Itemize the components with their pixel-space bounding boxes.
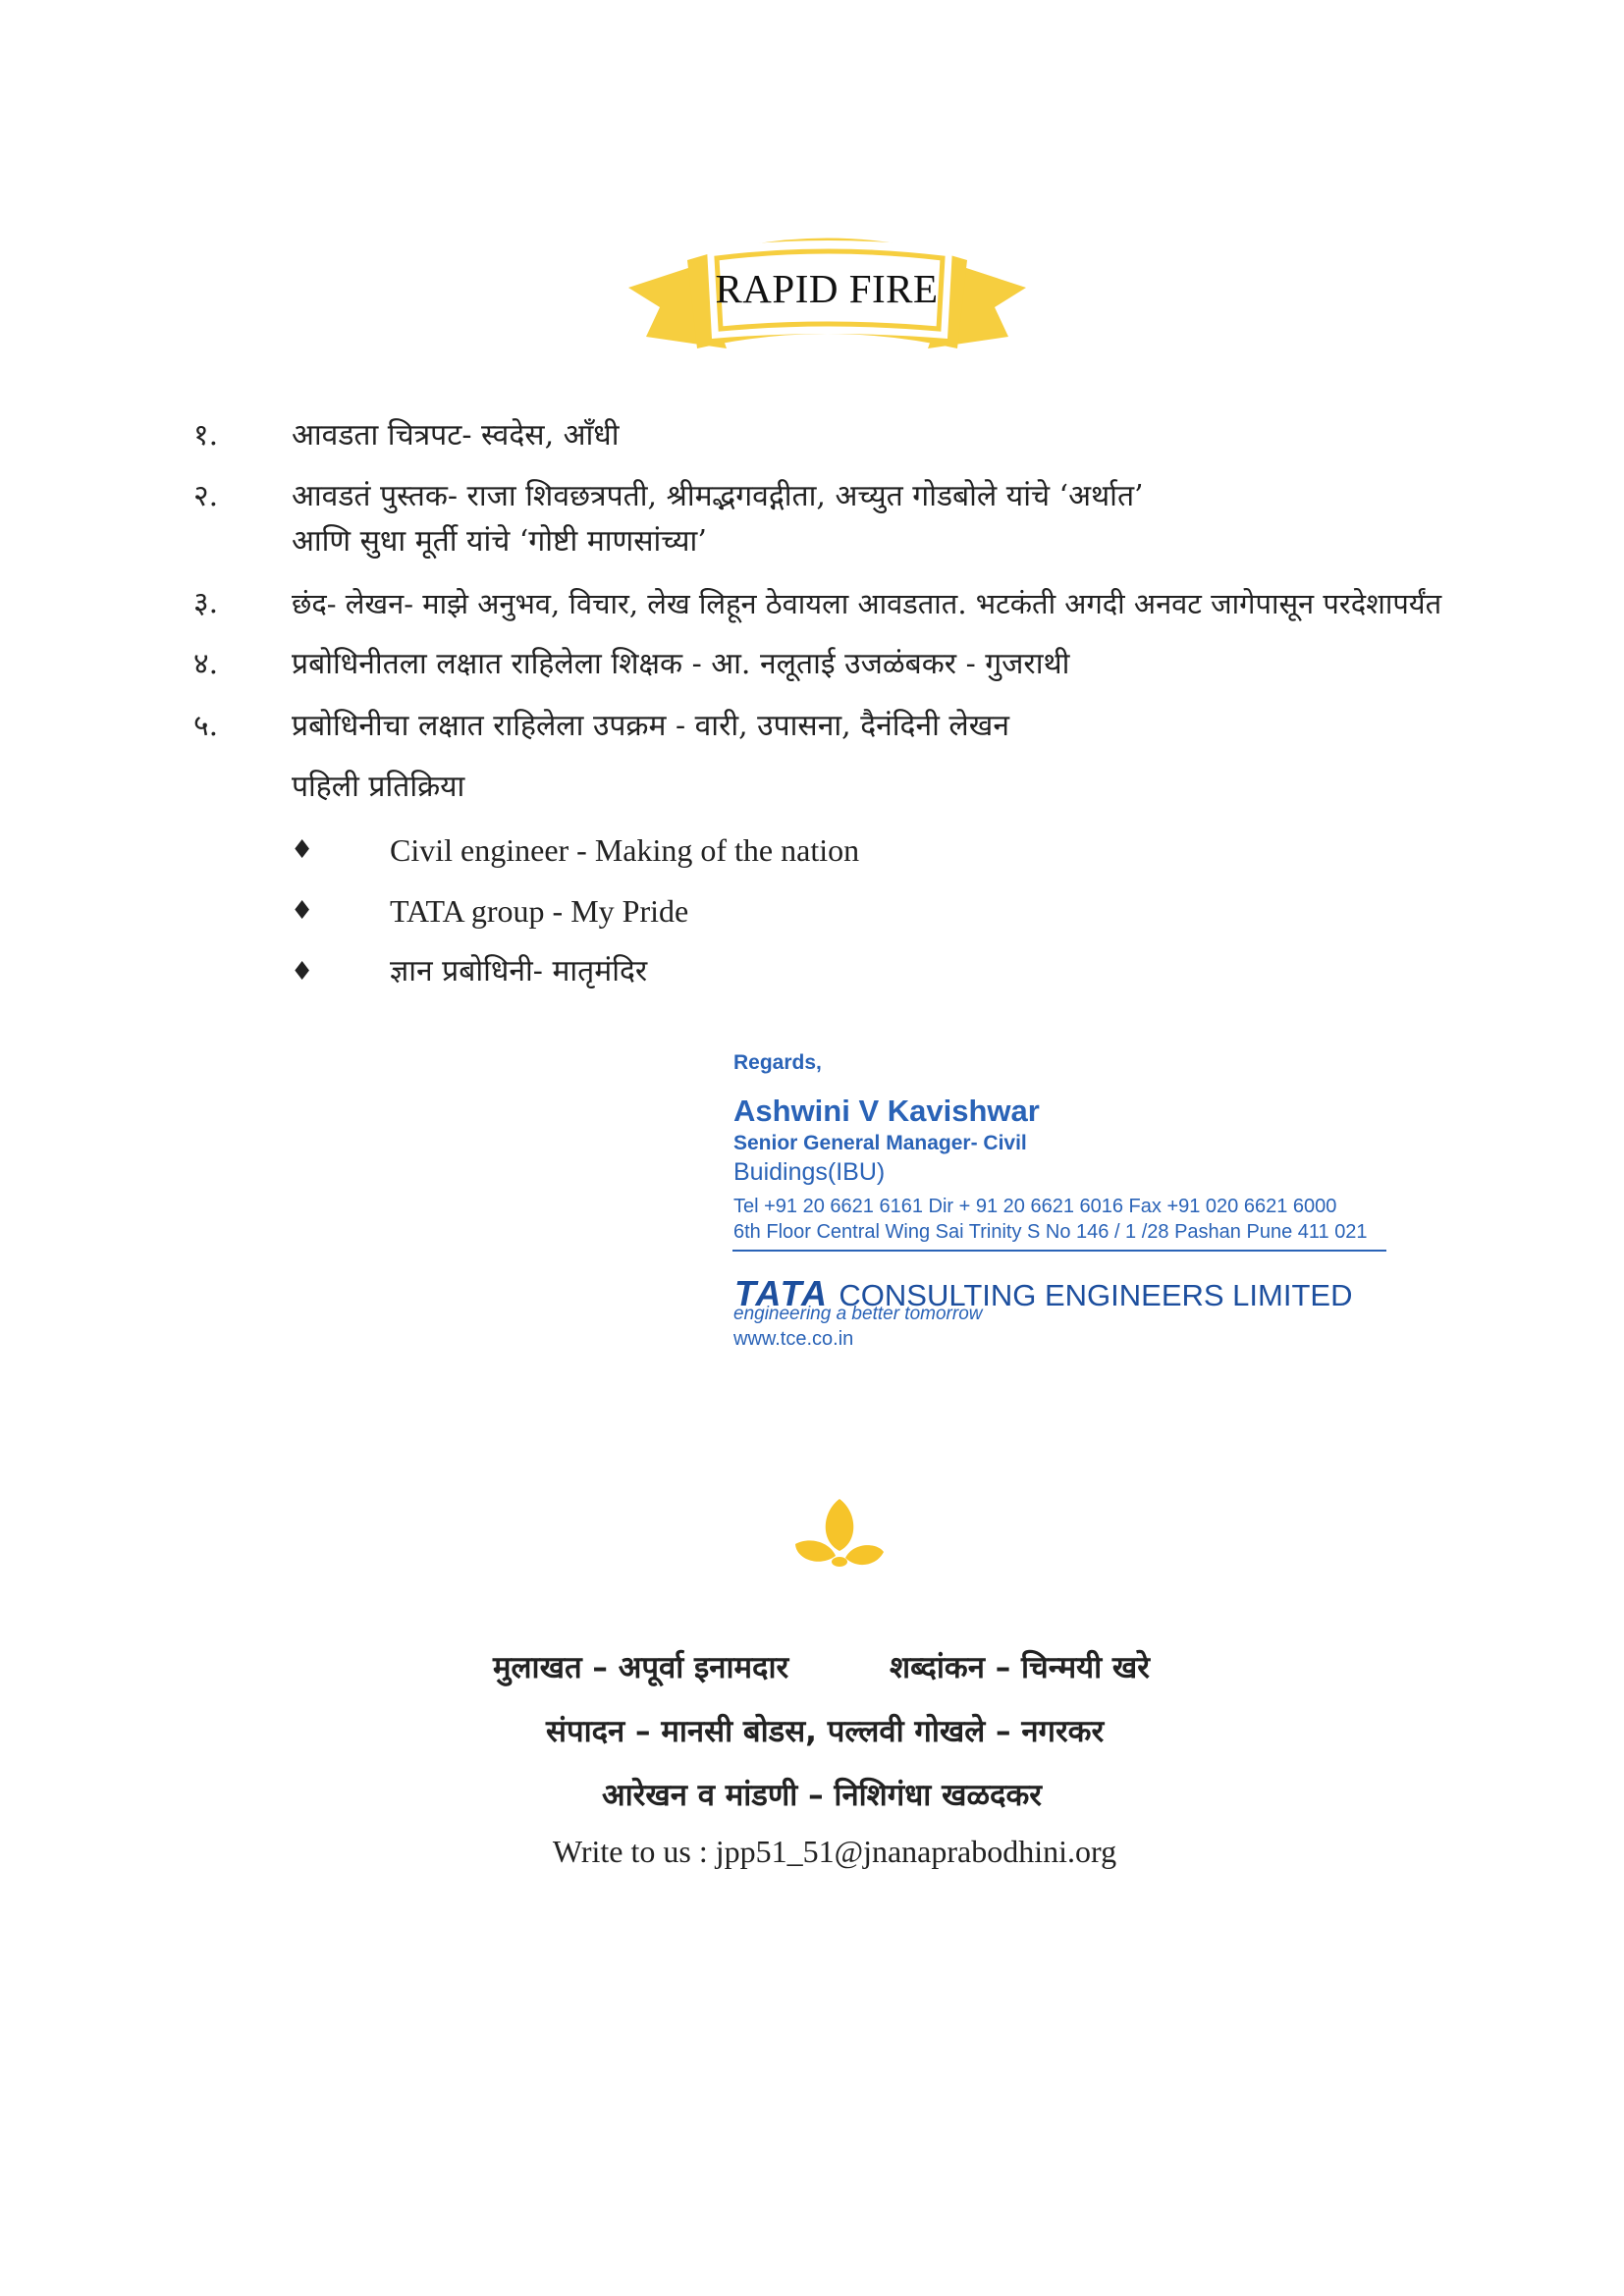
credit-editing: संपादन – मानसी बोडस, पल्लवी गोखले – नगरकर bbox=[546, 1714, 1105, 1749]
credit-interview: मुलाखत – अपूर्वा इनामदार bbox=[493, 1650, 789, 1685]
signature-divider bbox=[732, 1250, 1386, 1252]
sig-designation: Senior General Manager- Civil bbox=[733, 1132, 1027, 1154]
leaf-ornament-icon bbox=[790, 1497, 889, 1575]
tata-wordmark: TATA bbox=[734, 1273, 829, 1313]
diamond-bullet-icon: ♦ bbox=[291, 957, 314, 987]
sig-name: Ashwini V Kavishwar bbox=[733, 1094, 1040, 1128]
company-website[interactable]: www.tce.co.in bbox=[733, 1328, 854, 1350]
sig-regards: Regards, bbox=[733, 1051, 822, 1074]
sig-phones: Tel +91 20 6621 6161 Dir + 91 20 6621 6016 Fax +91 020 6621 6000 bbox=[733, 1196, 1337, 1217]
company-name: CONSULTING ENGINEERS LIMITED bbox=[839, 1278, 1353, 1312]
sig-address: 6th Floor Central Wing Sai Trinity S No 146 / 1 /28 Pashan Pune 411 021 bbox=[733, 1221, 1368, 1243]
diamond-bullet-icon: ♦ bbox=[291, 835, 314, 865]
credit-design: आरेखन व मांडणी – निशिगंधा खळदकर bbox=[602, 1778, 1042, 1813]
credit-writing: शब्दांकन – चिन्मयी खरे bbox=[890, 1650, 1150, 1685]
contact-email[interactable]: Write to us : jpp51_51@jnanaprabodhini.org bbox=[552, 1834, 1117, 1869]
banner-title: RAPID FIRE bbox=[715, 266, 939, 311]
sig-division: Buidings(IBU) bbox=[733, 1158, 886, 1186]
diamond-bullet-icon: ♦ bbox=[291, 896, 314, 926]
company-tagline: engineering a better tomorrow bbox=[733, 1304, 983, 1324]
